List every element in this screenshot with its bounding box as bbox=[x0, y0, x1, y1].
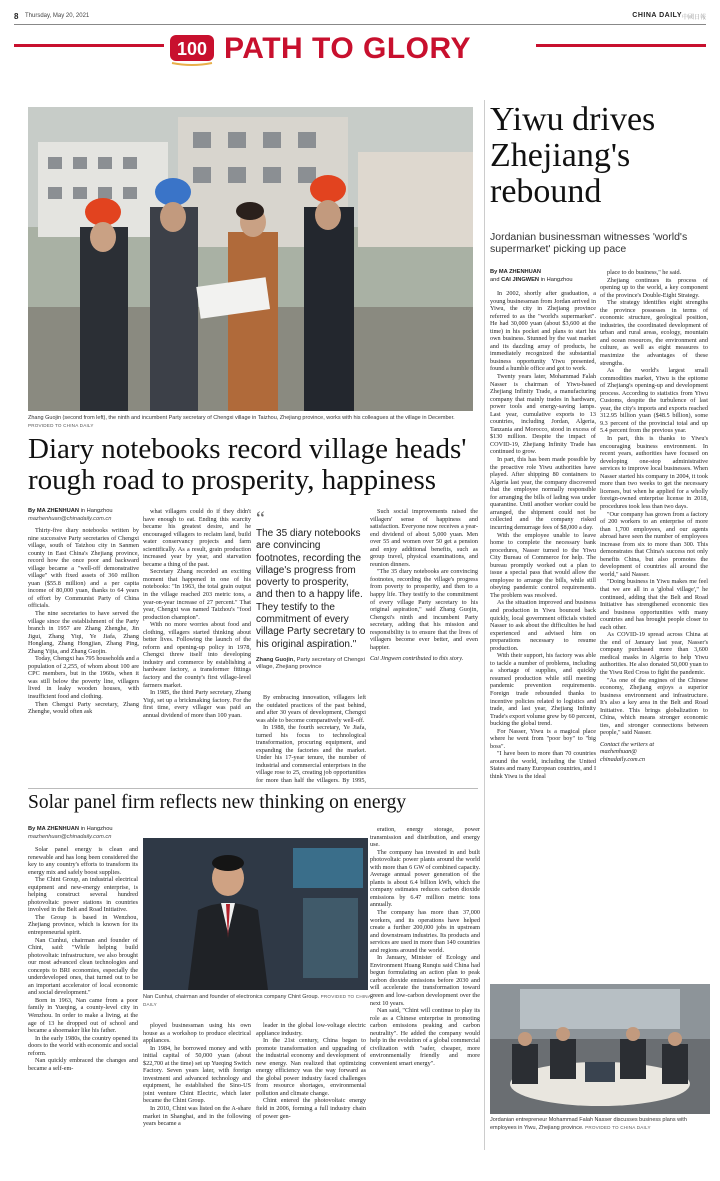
diary-headline: Diary notebooks record village heads' rough road to prosperity, happiness bbox=[28, 433, 467, 496]
yiwu-byline: By MA ZHENHUAN and CAI JINGWEN in Hangzhou bbox=[490, 269, 573, 283]
photo-nan-cunhui bbox=[143, 838, 368, 990]
yiwu-deck: Jordanian businessman witnesses 'world's supermarket' picking up pace bbox=[490, 231, 688, 255]
header-divider bbox=[14, 24, 706, 25]
diary-column-3: By embracing innovation, villagers left the outdated practices of the past behind, and after 30 years of development, Chengxi was able to become comparatively well-off. In 1988, the fourth secretary, Ye Jiafa, turned his focus to technological transformation, procuring equipment, and expanding the factories and the market. Under his 17-year tenure, the number of industrial and commercial enterprises in the village rose to 25, creating job opportunities for more than half the villagers. By 1995, bbox=[256, 694, 366, 784]
yiwu-column-1: In 2002, shortly after graduation, a young businessman from Jordan arrived in Yiwu, the city in Zhejiang province referred to as the "world's supermarket". He had 30,000 yuan (about $3,600 at the time) in his pocket and plans to start his own business. Stunned by the vast market and its dazzling array of products, he immediately recognized the substantial business opportunity Yiwu presented, found a humble office and got to work. Twenty years later, Mohammad Falah Nasser is chairman of Yiwu-based Zhejiang Infinity Trade, a manufacturing company that mainly trades in hardware, power tools and energy-saving lamps. Last year, cumulative exports to 13 countries, including Jordan, Algeria, Tanzania and Morocco, stood in excess of $130 million. Despite the impact of COVID-19, Zhejiang Infinity Trade has continued to grow. In part, this has been made possible by the proactive role Yiwu authorities have played. After shipping 80 containers to Algeria last year, the company discovered that the employee normally responsible for arranging the bills of lading was under quarantine. Until another worker could be arranged, the shipment could not be collected and the company risked incurring demurrage fees of $8,000 a day. With the employee unable to leave home to complete the necessary bank procedures, Nasser turned to the Yiwu City Bureau of Commerce for help. The bureau promptly worked out a plan to issue a special pass that would allow the employee to arrange the bills, while still obeying pandemic control requirements. The problem was resolved. As the situation improved and business and production in Yiwu bounced back quickly, local government officials visited Nasser to ask about the difficulties he had experienced and advised him on preparations necessary to resume production. With their support, his factory was able to tackle a number of problems, including a shortage of supplies, and quickly resumed production while still meeting pandemic prevention requirements. Foreign trade rebounded thanks to incentive policies related to logistics and trade, and last year, Zhejiang Infinity Trade's export volume grew by 60 percent, bucking the global trend. For Nasser, Yiwu is a magical place where he went from "poor boy" to "big boss". "I have been to more than 70 countries around the world, including the United States and many European countries, and I think Yiwu is the ideal bbox=[490, 290, 596, 780]
section-banner bbox=[14, 31, 706, 71]
diary-byline-email: mazhenhuan@chinadaily.com.cn bbox=[28, 515, 112, 522]
solar-byline: By MA ZHENHUAN in Hangzhou mazhenhuan@chinadaily.com.cn bbox=[28, 826, 113, 840]
solar-column-2: ployed businessman using his own house as a workshop to produce electrical appliances. In 1984, he borrowed money and with initial capital of 50,000 yuan (about $22,700 at the time) set up Yueqing Switch Factory. Seven years later, with foreign investment and advanced technology and equipment, he established the Sino-US joint venture Chint Electric, which later became the Chint Group. In 2010, Chint was listed on the A-share market in Shanghai, and in the following years became a bbox=[143, 1022, 251, 1128]
masthead-brand: CHINA DAILY bbox=[632, 12, 682, 19]
contact-label: Contact the writers at bbox=[600, 740, 655, 748]
pull-quote bbox=[256, 508, 366, 671]
solar-headline: Solar panel firm reflects new thinking on energy bbox=[28, 792, 407, 813]
photo-credit: PROVIDED TO CHINA DAILY bbox=[143, 994, 371, 1007]
banner-rule-left bbox=[14, 44, 164, 47]
diary-column-2: what villagers could do if they didn't have enough to eat. Ending this scarcity became his greatest desire, and he encouraged villagers to reclaim land, build water conservancy projects and farm scientifically. As a result, grain production increased year by year, and starvation became a thing of the past. Secretary Zhang recorded an exciting moment that happened in one of his notebooks: "In 1963, the total grain output in the village reached 203 metric tons, a year-on-year increase of 27 percent." That year, Chengxi was named Taizhou's "food production champion". With no more worries about food and clothing, villagers started thinking about better lives. Following the launch of the reform and opening-up policy in 1978, Chengxi threw itself into developing industry and commerce by establishing a hardware factory, a transformer fittings factory and the county's first village-level farmers market. In 1985, the third Party secretary, Zhang Yiqi, set up a brickmaking factory. For the first time, every villager was paid an annual dividend of more than 100 yuan. bbox=[143, 508, 251, 719]
solar-column-3: leader in the global low-voltage electric appliance industry. In the 21st century, China began to promote transformation and upgrading of the industrial economy and development of new energy. Nan realized that optimizing energy efficiency was the way forward as the global power industry faced challenges from resource shortages, environmental pollution and climate change. Chint entered the photovoltaic energy field in 2006, forming a full industry chain of power gen- bbox=[256, 1022, 366, 1120]
yiwu-column-2: place to do business," he said. Zhejiang continues its process of opening up to the world, a key component of the province's Double-Eight Strategy. The strategy identifies eight strengths the province possesses in terms of economic structure, geological position, industries, the coordinated development of urban and rural areas, ecology, mountain and ocean resources, the environment and culture, as well as eight measures to maximize the advantages of these strengths. As the world's largest small commodities market, Yiwu is the epitome of Zhejiang's opening-up and development process. According to statistics from Yiwu Customs, despite the turbulence of last year, the city's imports and exports reached 312.95 billion yuan ($48.5 billion), some 9.3 percent of the provincial total and up 5.4 percent from the previous year. In part, this is thanks to Yiwu's encouraging business environment. In recent years, authorities have focused on developing one-stop administrative services to improve local businesses. When Nasser started his company in 2004, it took more than two weeks to get the necessary licenses, but when he applied for a wholly foreign-owned enterprise license in 2018, procedures took less than two days. "Our company has grown from a factory of 200 workers to an enterprise of more than 1,700 employees, and our agents abroad have seen the number of employees increase from six to more than 300. This demonstrates that China's success not only benefits China, but also promotes the development of countries all around the world," said Nasser. "Doing business in Yiwu makes me feel that we are all in a 'global village'," he continued, adding that the Belt and Road Initiative has strengthened economic ties and business opportunities with many countries and has brought people closer to each other. As COVID-19 spread across China at the end of January last year, Nasser's company purchased more than 3,600 medical masks in Algeria to help Yiwu authorities. He also donated 50,000 yuan to the Yiwu Red Cross to fight the pandemic. "As one of the engines of the Chinese economy, Zhejiang enjoys a superior business environment and infrastructure. It's also a key area in the Belt and Road Initiative. This brings globalization to China, which means stronger economic ties, and stronger connections between people," said Nasser. Contact the writers at mazhenhuan@ chinadaily.com.cn bbox=[600, 269, 708, 763]
yiwu-photo-caption: Jordanian entrepreneur Mohammad Falah Nasser discusses business plans with employees in Yiwu, Zhejiang province. PROVIDED TO CHINA DAILY bbox=[490, 1117, 687, 1131]
main-photo-caption: Zhang Guojin (second from left), the ninth and incumbent Party secretary of Chengxi village in Taizhou, Zhejiang province, works with his colleagues at the village in December. PROVIDED TO CHINA DAILY bbox=[28, 415, 455, 428]
photo-credit: PROVIDED TO CHINA DAILY bbox=[585, 1125, 651, 1130]
photo-credit: PROVIDED TO CHINA DAILY bbox=[28, 423, 94, 428]
yiwu-headline: Yiwu drives Zhejiang's rebound bbox=[490, 101, 656, 210]
diary-column-1: Thirty-five diary notebooks written by nine successive Party secretaries of Chengxi village, south of Taizhou city in Sanmen county in East China's Zhejiang province, record how the once poor and backward village became a "well-off demonstrative village" with fixed assets of 360 million yuan ($55.8 million) and a per capita income of 80,000 yuan, thanks to 64 years of effort by Communist Party of China officials. The nine secretaries to have served the village since the establishment of the Party branch in 1957 are Zhang Zhenghe, Jin Jigui, Zhang Yiqi, Ye Jiafa, Zhang Honglang, Zhang Hongjian, Zhang Ping, Zhang Yijia, and Zhang Guojin. Today, Chengxi has 795 households and a population of 2,255, of whom about 100 are CPC members, but in the 1960s, when it was still below the poverty line, villagers lived in leaky wooden houses, with insufficient food and clothing. Then Chengxi Party secretary, Zhang Zhenghe, would often ask bbox=[28, 527, 139, 716]
diary-column-4: Such social improvements raised the villagers' sense of happiness and satisfaction. Everyone now receives a year-end dividend of about 5,000 yuan. Men over 55 and women over 50 get a pension and enjoy additional benefits, such as group travel, physical examinations, and reunion dinners. "The 35 diary notebooks are convincing footnotes, recording the village's progress from poverty to prosperity, and then to a happy life. They testify to the commitment of every village Party secretary to his original aspiration," said Zhang Guojin, Chengxi's ninth and incumbent Party secretary, adding that his mission and responsibility is to ensure that the lives of villagers become ever better, and even happier. Cai Jingwen contributed to this story. bbox=[370, 508, 478, 663]
pull-quote-attribution: Zhang Guojin, Party secretary of Chengxi village, Zhejiang province bbox=[256, 656, 365, 671]
contact-email[interactable]: mazhenhuan@ chinadaily.com.cn bbox=[600, 748, 646, 763]
column-divider bbox=[484, 100, 485, 1150]
logo-number: 100 bbox=[176, 39, 208, 59]
section-divider bbox=[28, 788, 478, 789]
diary-contributor-note: Cai Jingwen contributed to this story. bbox=[370, 655, 464, 663]
banner-rule-right bbox=[536, 44, 706, 47]
photo-nasser-meeting bbox=[490, 984, 710, 1114]
solar-column-1: Solar panel energy is clean and renewable and has long been considered the key to any country's efforts to transform its energy mix and safely boost supplies. The Chint Group, an industrial electrical equipment and new-energy enterprise, is helping construct several hundred photovoltaic power stations in countries involved in the Belt and Road Initiative. The Group is based in Wenzhou, Zhejiang province, which is known for its entrepreneurial spirit. Nan Cunhui, chairman and founder of Chint, said: "While helping build photovoltaic infrastructure, we also brought our most advanced clean technologies and concepts to BRI economies, especially the underdeveloped ones, that turned out to be an important accelerator of local economic and social development." Born in 1963, Nan came from a poor family in Yueqing, a county-level city in Wenzhou. In order to make a living, at the age of 13 he dropped out of school and became a shoemaker like his father. In the early 1980s, the country opened its doors to the world with economic and social reform. Nan quickly embraced the changes and became a self-em- bbox=[28, 846, 138, 1072]
solar-photo-caption: Nan Cunhui, chairman and founder of electronics company Chint Group. PROVIDED TO CHINA DAILY bbox=[143, 994, 371, 1007]
diary-byline: By MA ZHENHUAN in Hangzhou mazhenhuan@chinadaily.com.cn bbox=[28, 508, 113, 522]
masthead-brand-cn: 中國日報 bbox=[681, 15, 706, 21]
photo-village-leaders bbox=[28, 107, 473, 411]
yiwu-photo bbox=[490, 984, 710, 1114]
pull-quote-text: The 35 diary notebooks are convincing footnotes, recording the village's progress from poverty to prosperity, and then to a happy life. They testify to the commitment of every village Party secretary to his original aspiration." bbox=[256, 528, 366, 650]
page-number: 8 bbox=[14, 12, 19, 21]
solar-byline-email: mazhenhuan@chinadaily.com.cn bbox=[28, 833, 112, 840]
main-photo bbox=[28, 107, 473, 411]
solar-column-4: eration, energy storage, power transmission and distribution, and energy use. The company has invested in and built photovoltaic power plants around the world with more than 6 GW of combined capacity. Average annual power generation of the plants is about 6.4 billion kWh, which the company estimates reduces carbon dioxide emissions by 6.47 million metric tons annually. The company has more than 37,000 workers, and its operations have helped create a further 200,000 jobs in upstream and downstream industries. Its products and services are used in more than 140 countries and regions around the world. In January, Minister of Ecology and Environment Huang Runqiu said China had begun formulating an action plan to peak carbon dioxide emissions before 2030 and will accelerate the transformation toward green and low-carbon development over the next 10 years. Nan said, "Chint will continue to play its role as a Chinese enterprise in promoting carbon emissions peaking and carbon neutrality". He added the company would help in the evolution of a global commercial civilization with "safer, cheaper, more environmentally friendly and more convenient smart energy". bbox=[370, 826, 480, 1067]
page-date: Thursday, May 20, 2021 bbox=[25, 13, 90, 19]
quote-mark-icon: “ bbox=[256, 508, 265, 530]
solar-photo bbox=[143, 838, 368, 990]
centenary-logo-icon bbox=[166, 31, 218, 67]
banner-title: PATH TO GLORY bbox=[224, 32, 472, 65]
